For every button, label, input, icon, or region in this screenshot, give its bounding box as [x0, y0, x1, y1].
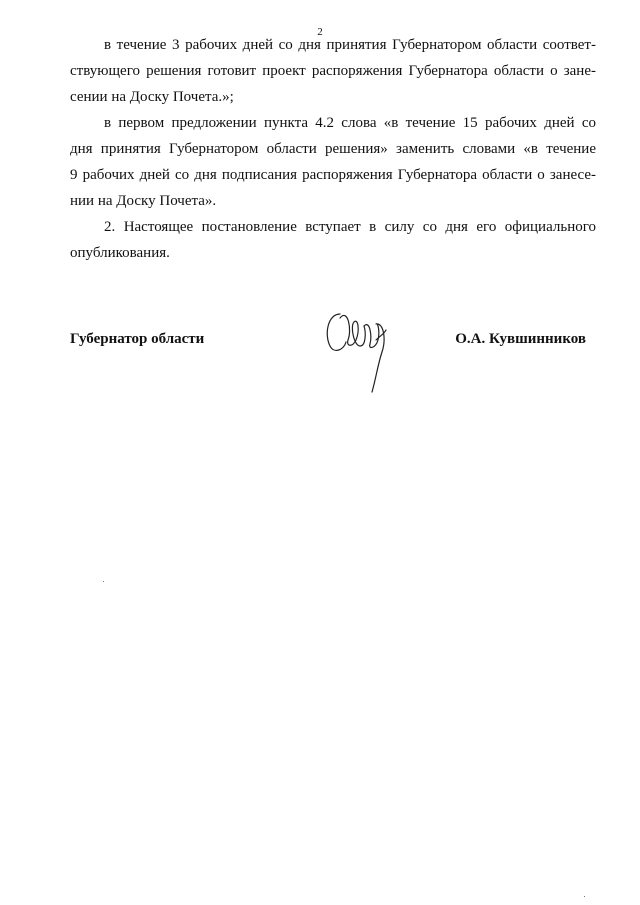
text-line: нии на Доску Почета».	[70, 193, 217, 209]
paragraph	[70, 214, 596, 266]
text-line: сении на Доску Почета.»;	[70, 89, 234, 105]
page-number: 2	[317, 26, 323, 38]
scan-speck	[103, 581, 104, 582]
signatory-name: О.А. Кувшинников	[455, 331, 586, 347]
text-line: в первом предложении пункта 4.2 слова «в течение 15 рабочих дней со	[104, 115, 596, 131]
text-line: ствующего решения готовит проект распоряжения Губернатора области о зане-	[70, 63, 596, 79]
document-body	[70, 32, 596, 266]
paragraph	[70, 32, 596, 110]
signatory-title: Губернатор области	[70, 331, 205, 347]
scan-speck	[584, 896, 585, 897]
text-line: 9 рабочих дней со дня подписания распоряжения Губернатора области о занесе-	[70, 167, 596, 183]
text-line: дня принятия Губернатором области решения» заменить словами «в течение	[70, 141, 596, 157]
text-line: в течение 3 рабочих дней со дня принятия Губернатором области соответ-	[104, 37, 596, 53]
paragraph	[70, 110, 596, 214]
handwritten-signature	[318, 300, 398, 400]
text-line: опубликования.	[70, 245, 170, 261]
text-line: 2. Настоящее постановление вступает в силу со дня его официального	[104, 219, 596, 235]
